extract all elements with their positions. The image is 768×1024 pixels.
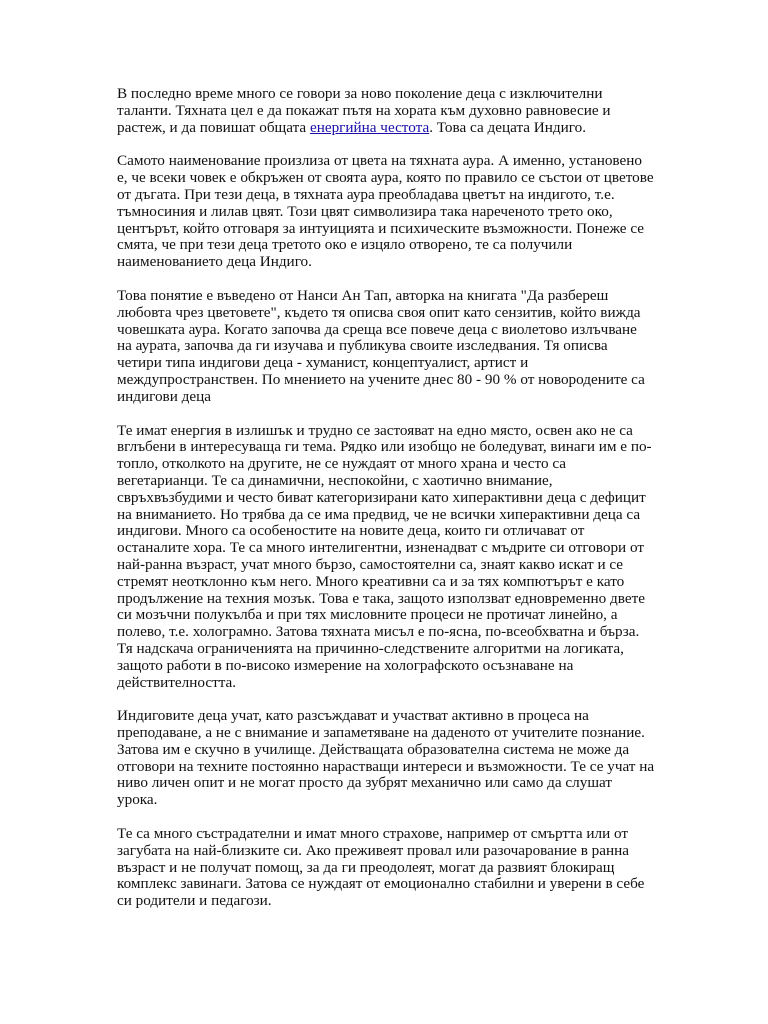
paragraph-origin: Това понятие е въведено от Нанси Ан Тап, авторка на книгата "Да разбереш любовта чрез цветовете", където тя описва своя опит като сензитив, който вижда човешката аура. Когато започва да среща все повече деца с виолетово излъчване на аурата, започва да ги изучава и публикува своите изследвания. Тя описва четири типа индигови деца - хуманист, концептуалист, артист и междупространствен. По мнението на учените днес 80 - 90 % от новородените са индигови деца xyxy=(117,286,645,405)
paragraph-intro xyxy=(117,86,655,136)
paragraph-intro-text-before: В последно време много се говори за ново поколение деца с изключителни таланти. Тяхната цел е да покажат пътя на хората към духовно равновесие и растеж, и да повишат общата xyxy=(117,85,611,136)
paragraph-traits: Те имат енергия в излишък и трудно се застояват на едно място, освен ако не са вглъбени в интересуваща ги тема. Рядко или изобщо не боледуват, винаги им е по-топло, отколкото на другите, не се нуждаят от много храна и често са вегетарианци. Те са динамични, неспокойни, с хаотично внимание, свръхвъзбудими и често биват категоризирани като хиперактивни деца с дефицит на вниманието. Но трябва да се има предвид, че не всички хиперактивни деца са индигови. Много са особеностите на новите деца, които ги отличават от останалите хора. Те са много интелигентни, изненадват с мъдрите си отговори от най-ранна възраст, учат много бързо, самостоятелни са, знаят какво искат и се стремят неотклонно към него. Много креативни са и за тях компютърът е като продължение на техния мозък. Това е така, защото използват едновременно двете си мозъчни полукълба и при тях мисловните процеси не протичат линейно, а полево, т.е. холограмно. Затова тяхната мисъл е по-ясна, по-всеобхватна и бърза. Тя надскача ограниченията на причинно-следствените алгоритми на логиката, защото работи в по-високо измерение на холографското осъзнаване на действителността. xyxy=(117,421,652,691)
paragraph-learning: Индиговите деца учат, като разсъждават и участват активно в процеса на преподаване, а не с внимание и запаметяване на даденото от учителите познание. Затова им е скучно в училище. Действащата образователна система не може да отговори на техните постоянно нарастващи интереси и възможности. Те се учат на ниво личен опит и не могат просто да зубрят механично или само да слушат урока. xyxy=(117,707,655,809)
energy-frequency-link[interactable]: енергийна честота xyxy=(309,118,430,136)
document-body xyxy=(117,86,655,927)
paragraph-intro-text-after: . Това са децата Индиго. xyxy=(429,118,586,136)
paragraph-aura: Самото наименование произлиза от цвета на тяхната аура. А именно, установено е, че всеки човек е обкръжен от своята аура, която по правило се състои от цветове от дъгата. При тези деца, в тяхната аура преобладава цветът на индигото, т.е. тъмносиния и лилав цвят. Този цвят символизира така нареченото трето око, центърът, който отговаря за интуицията и психическите възможности. Понеже се смята, че при тези деца третото око е изцяло отворено, те са получили наименованието деца Индиго. xyxy=(117,152,654,271)
paragraph-emotions: Те са много състрадателни и имат много страхове, например от смъртта или от загубата на най-близките си. Ако преживеят провал или разочарование в ранна възраст и не получат помощ, за да ги преодолеят, могат да развият блокиращ комплекс завинаги. Затова се нуждаят от емоционално стабилни и уверени в себе си родители и педагози. xyxy=(117,825,645,910)
